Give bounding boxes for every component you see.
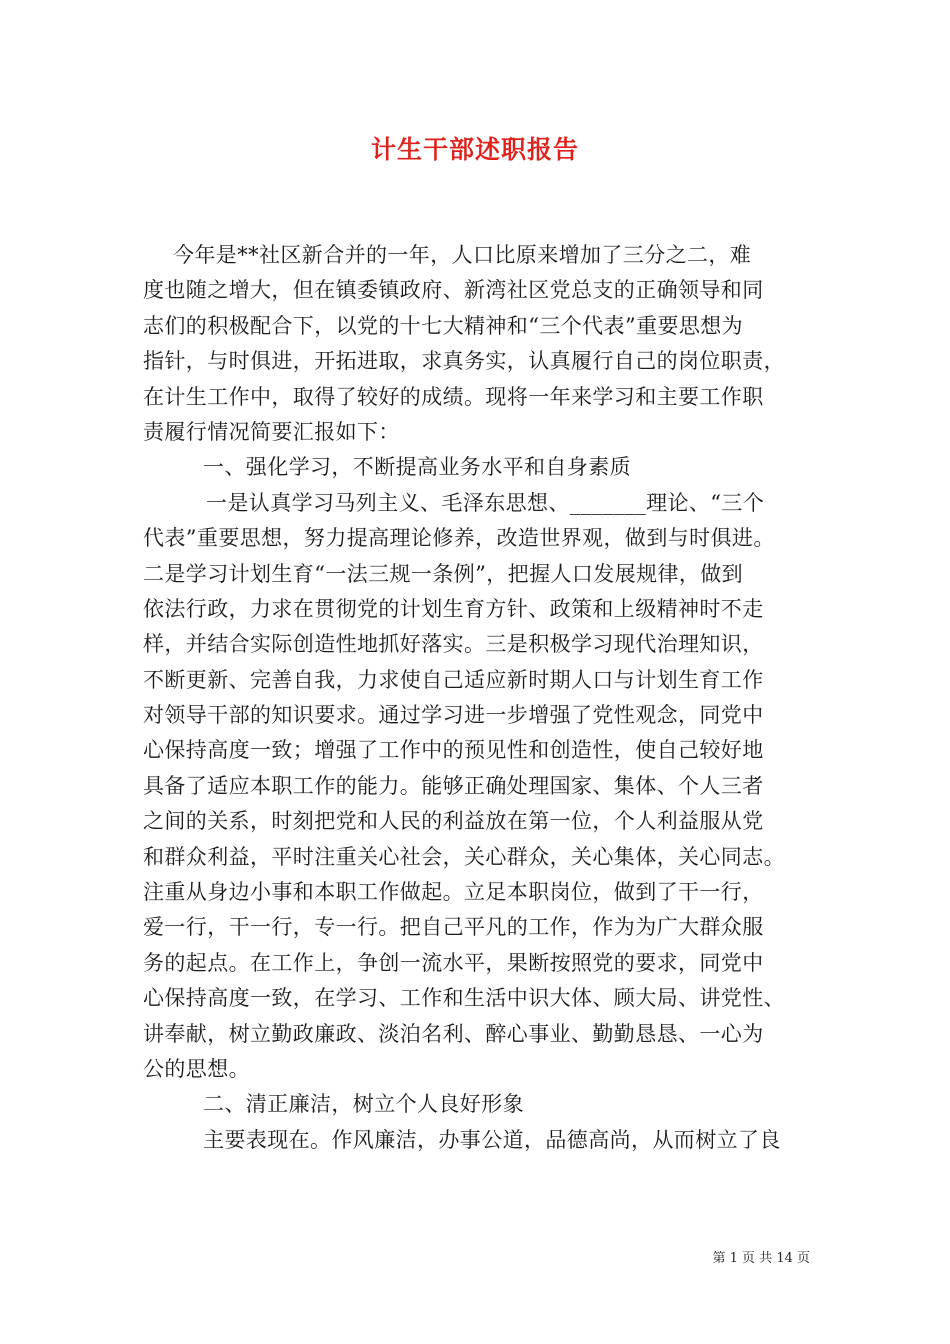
page-title: 计生干部述职报告 xyxy=(370,135,579,164)
paragraph-line: 心保持高度一致；增强了工作中的预见性和创造性，使自己较好地 xyxy=(143,738,764,763)
paragraph-line: 代表”重要思想，努力提高理论修养，改造世界观，做到与时俱进。 xyxy=(143,526,775,551)
paragraph-line: 心保持高度一致，在学习、工作和生活中识大体、顾大局、讲党性、 xyxy=(143,986,785,1011)
paragraph-line: 公的思想。 xyxy=(143,1056,250,1081)
paragraph-line: 具备了适应本职工作的能力。能够正确处理国家、集体、个人三者 xyxy=(143,773,764,798)
paragraph-line: 二是学习计划生育“一法三规一条例”，把握人口发展规律，做到 xyxy=(143,561,744,586)
paragraph-line: 务的起点。在工作上，争创一流水平，果断按照党的要求，同党中 xyxy=(143,950,764,975)
paragraph-line: 责履行情况简要汇报如下： xyxy=(143,419,400,444)
paragraph-line: 指针，与时俱进，开拓进取，求真务实，认真履行自己的岗位职责， xyxy=(143,349,785,374)
paragraph-line: 度也随之增大，但在镇委镇政府、新湾社区党总支的正确领导和同 xyxy=(143,278,764,303)
paragraph-line: 对领导干部的知识要求。通过学习进一步增强了党性观念，同党中 xyxy=(143,703,764,728)
paragraph-line: 一是认真学习马列主义、毛泽东思想、_______理论、“三个 xyxy=(206,490,765,515)
page-number: 第 1 页 共 14 页 xyxy=(712,1251,810,1266)
document-body xyxy=(143,238,815,1158)
paragraph-line: 依法行政，力求在贯彻党的计划生育方针、政策和上级精神时不走 xyxy=(143,596,764,621)
paragraph-line: 志们的积极配合下，以党的十七大精神和“三个代表”重要思想为 xyxy=(143,313,744,338)
paragraph-line: 在计生工作中，取得了较好的成绩。现将一年来学习和主要工作职 xyxy=(143,384,764,409)
section-heading: 二、清正廉洁，树立个人良好形象 xyxy=(203,1092,524,1117)
paragraph-line: 今年是**社区新合并的一年，人口比原来增加了三分之二，难 xyxy=(173,243,752,267)
section-heading: 一、强化学习，不断提高业务水平和自身素质 xyxy=(203,455,631,480)
paragraph-line: 爱一行，干一行，专一行。把自己平凡的工作，作为为广大群众服 xyxy=(143,915,764,940)
paragraph-line: 和群众利益，平时注重关心社会，关心群众，关心集体，关心同志。 xyxy=(143,844,785,869)
paragraph-line: 不断更新、完善自我，力求使自己适应新时期人口与计划生育工作 xyxy=(143,667,764,692)
paragraph-line: 之间的关系，时刻把党和人民的利益放在第一位，个人利益服从党 xyxy=(143,809,764,834)
paragraph-line: 主要表现在。作风廉洁，办事公道，品德高尚，从而树立了良 xyxy=(203,1127,781,1152)
paragraph-line: 样，并结合实际创造性地抓好落实。三是积极学习现代治理知识， xyxy=(143,632,764,657)
paragraph-line: 注重从身边小事和本职工作做起。立足本职岗位，做到了干一行， xyxy=(143,880,764,905)
paragraph-line: 讲奉献，树立勤政廉政、淡泊名利、醉心事业、勤勤恳恳、一心为 xyxy=(143,1021,764,1046)
